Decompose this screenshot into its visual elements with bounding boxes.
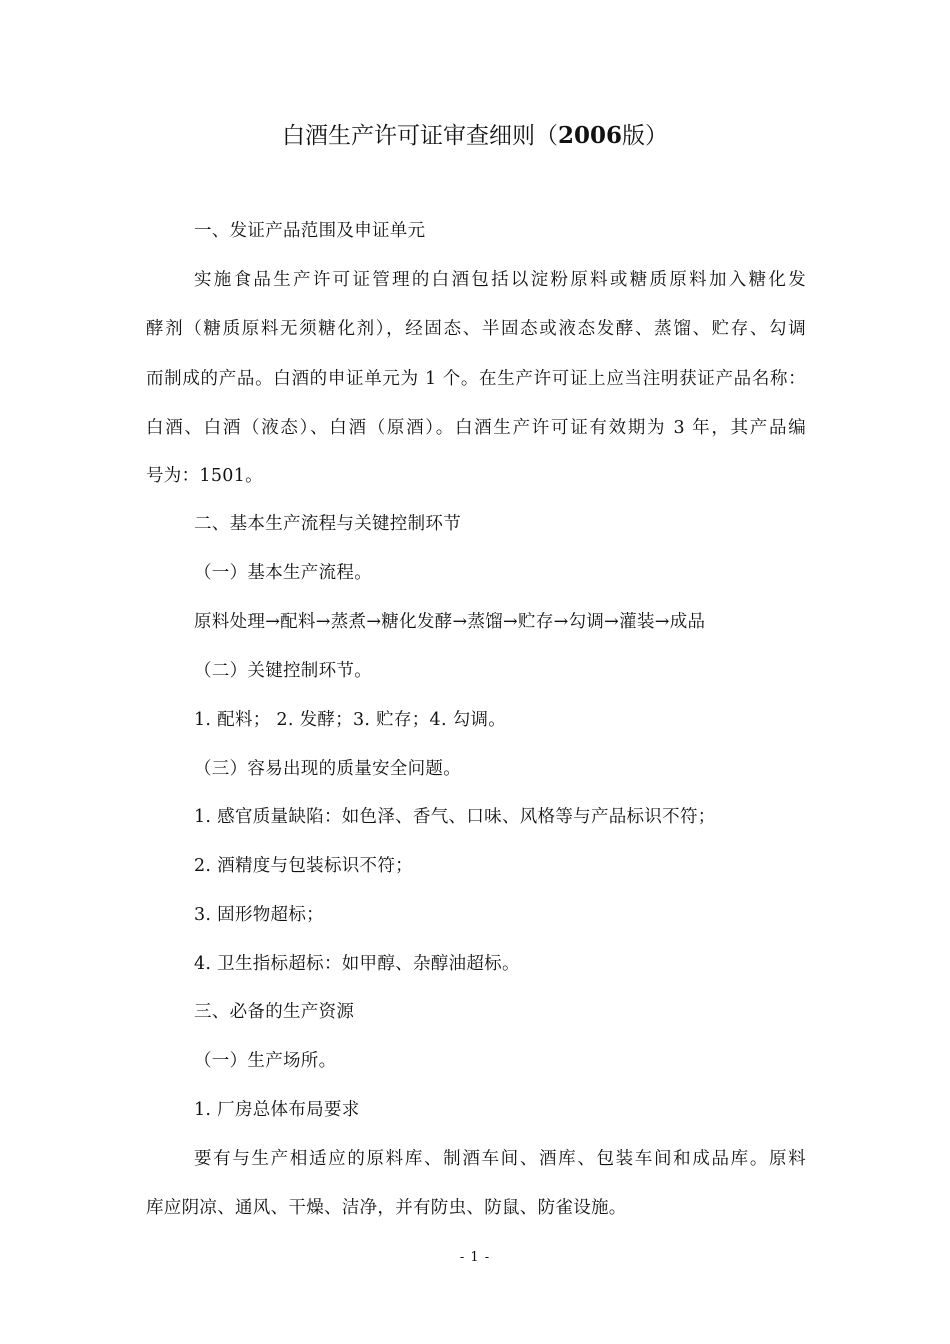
title-end: 版） (622, 123, 668, 149)
paragraph-line: 酵剂（糖质原料无须糖化剂），经固态、半固态或液态发酵、蒸馏、贮存、勾调 (146, 319, 806, 339)
paragraph-line: 要有与生产相适应的原料库、制酒车间、酒库、包装车间和成品库。原料 (194, 1149, 806, 1169)
section-heading-1: 一、发证产品范围及申证单元 (194, 221, 426, 241)
paragraph-line: 库应阴凉、通风、干燥、洁净，并有防虫、防鼠、防雀设施。 (146, 1198, 627, 1218)
list-item: 1. 感官质量缺陷：如色泽、香气、口味、风格等与产品标识不符； (194, 807, 716, 827)
subsection-heading: （二）关键控制环节。 (194, 661, 372, 681)
paragraph-line: 白酒、白酒（液态）、白酒（原酒）。白酒生产许可证有效期为 3 年，其产品编 (146, 418, 806, 438)
list-item: 3. 固形物超标； (194, 905, 324, 925)
subsection-heading: （一）基本生产流程。 (194, 563, 372, 583)
section-heading-2: 二、基本生产流程与关键控制环节 (194, 514, 461, 534)
list-item: 4. 卫生指标超标：如甲醇、杂醇油超标。 (194, 954, 520, 974)
page-title (0, 116, 950, 156)
process-flow: 原料处理→配料→蒸煮→糖化发酵→蒸馏→贮存→勾调→灌装→成品 (194, 612, 706, 632)
list-item: 1. 配料； 2. 发酵；3. 贮存；4. 勾调。 (194, 710, 507, 730)
title-year: 2006 (557, 122, 622, 149)
subsection-heading: （一）生产场所。 (194, 1051, 337, 1071)
paragraph-line: 号为：1501。 (146, 466, 263, 486)
paragraph-line: 而制成的产品。白酒的申证单元为 1 个。在生产许可证上应当注明获证产品名称： (146, 369, 806, 389)
section-heading-3: 三、必备的生产资源 (194, 1002, 355, 1022)
title-main: 白酒生产许可证审查细则（ (281, 123, 558, 149)
page-number: - 1 - (459, 1250, 491, 1265)
subsection-heading: （三）容易出现的质量安全问题。 (194, 759, 461, 779)
list-item: 1. 厂房总体布局要求 (194, 1100, 360, 1120)
list-item: 2. 酒精度与包装标识不符； (194, 856, 413, 876)
paragraph-line: 实施食品生产许可证管理的白酒包括以淀粉原料或糖质原料加入糖化发 (194, 270, 806, 290)
